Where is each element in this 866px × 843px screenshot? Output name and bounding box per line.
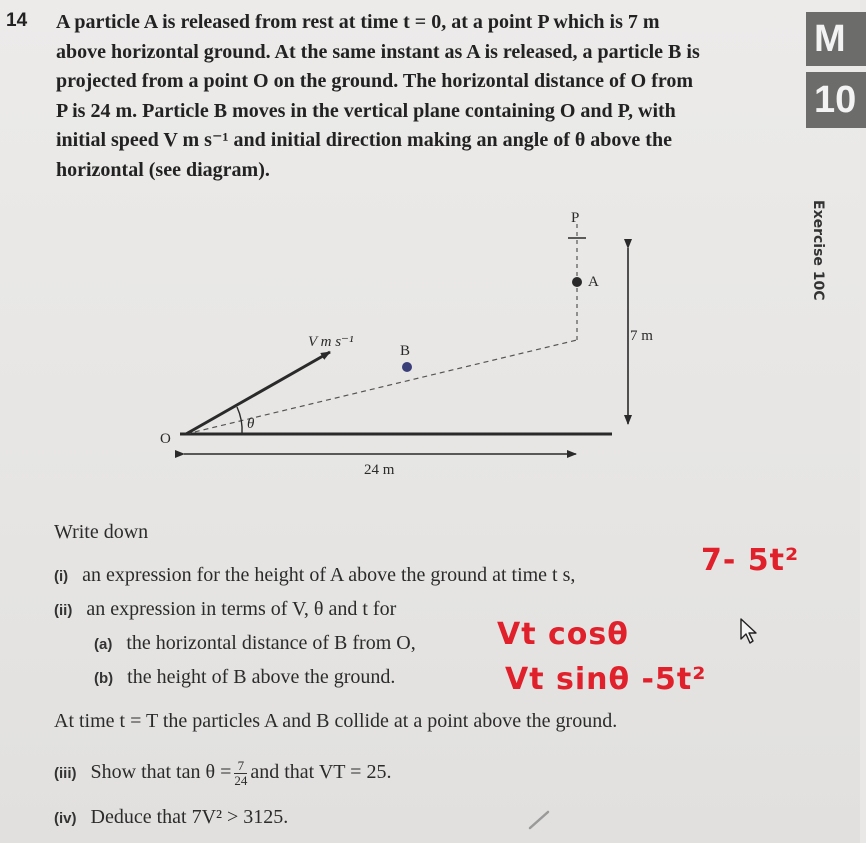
angle-arc xyxy=(237,407,242,434)
part-i xyxy=(54,564,575,587)
part-iii-marker: (iii) xyxy=(54,765,77,783)
part-ii-marker: (ii) xyxy=(54,602,73,619)
part-iii xyxy=(54,759,391,788)
fraction-numerator: 7 xyxy=(234,759,247,774)
fraction-denominator: 24 xyxy=(234,773,248,788)
label-a: A xyxy=(588,274,599,290)
projectile-diagram xyxy=(150,200,653,490)
part-ii-a xyxy=(94,632,416,655)
exercise-label: Exercise 10C xyxy=(810,200,826,301)
intro-line: horizontal (see diagram). xyxy=(56,158,270,181)
write-down-heading: Write down xyxy=(54,521,149,543)
handwritten-answer-a: Vt cosθ xyxy=(497,617,629,652)
label-distance: 24 m xyxy=(364,462,395,478)
label-o: O xyxy=(160,431,171,447)
part-iv xyxy=(54,806,288,829)
part-ii-a-text: the horizontal distance of B from O, xyxy=(126,632,416,654)
handwritten-answer-i: 7- 5t² xyxy=(701,543,800,578)
particle-b xyxy=(402,362,412,372)
part-ii-b xyxy=(94,666,395,689)
pencil-mark-icon xyxy=(526,808,556,832)
collision-statement: At time t = T the particles A and B collide at a point above the ground. xyxy=(54,710,618,732)
particle-a xyxy=(572,277,582,287)
label-speed: V m s⁻¹ xyxy=(308,334,354,350)
intro-line: projected from a point O on the ground. The horizontal distance of O from xyxy=(56,70,694,92)
part-iii-before: Show that tan θ = xyxy=(90,761,232,784)
label-p: P xyxy=(571,210,580,226)
part-ii xyxy=(54,598,396,621)
part-i-marker: (i) xyxy=(54,568,69,585)
question-intro xyxy=(56,8,776,185)
chapter-tab-letter: M xyxy=(806,12,866,66)
dashed-path-line xyxy=(186,340,577,434)
handwritten-answer-b: Vt sinθ -5t² xyxy=(505,662,707,697)
mouse-cursor-icon xyxy=(737,617,767,647)
part-iv-marker: (iv) xyxy=(54,810,77,827)
velocity-arrow xyxy=(186,352,330,434)
intro-line: A particle A is released from rest at time t = 0, at a point P which is 7 m xyxy=(56,11,660,33)
fraction xyxy=(234,759,247,788)
label-b: B xyxy=(400,343,411,359)
question-number: 14 xyxy=(6,10,28,31)
part-iv-text: Deduce that 7V² > 3125. xyxy=(90,806,289,828)
intro-line: above horizontal ground. At the same instant as A is released, a particle B is xyxy=(56,40,700,63)
label-height: 7 m xyxy=(630,328,653,344)
intro-line: P is 24 m. Particle B moves in the vertical plane containing O and P, with xyxy=(56,99,676,122)
intro-line: initial speed V m s⁻¹ and initial direction making an angle of θ above the xyxy=(56,129,672,151)
part-ii-a-marker: (a) xyxy=(94,636,113,653)
part-iii-after: and that VT = 25. xyxy=(250,761,392,784)
part-ii-text: an expression in terms of V, θ and t for xyxy=(86,598,397,620)
chapter-tab-number: 10 xyxy=(806,72,866,128)
part-ii-b-text: the height of B above the ground. xyxy=(127,666,396,688)
part-ii-b-marker: (b) xyxy=(94,670,114,687)
part-i-text: an expression for the height of A above the ground at time t s, xyxy=(82,564,576,586)
label-angle: θ xyxy=(247,416,255,432)
